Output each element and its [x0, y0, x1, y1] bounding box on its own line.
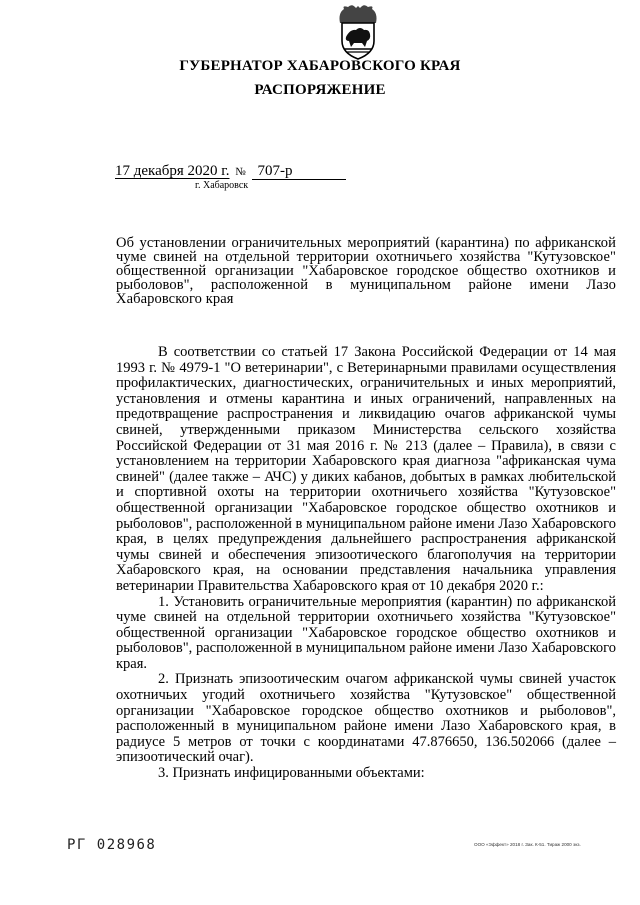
date-number-line [115, 163, 346, 180]
document-number: 707-р [252, 164, 346, 180]
body-paragraph: 3. Признать инфицированными объектами: [158, 765, 425, 782]
number-label: № [235, 166, 246, 178]
document-body [116, 345, 616, 782]
form-serial-number: РГ 028968 [67, 837, 157, 853]
document-place: г. Хабаровск [195, 180, 249, 191]
body-paragraph: В соответствии со статьей 17 Закона Российской Федерации от 14 мая 1993 г. № 4979-1 "О ветеринарии", с Ветеринарными правилами осуществления профилактических, диагностических, ограничительных и иных мероприятий, установления и отмены карантина и иных ограничений, направленных на предотвращение распространения и ликвидацию очагов африканской чумы свиней, утвержденными приказом Министерства сельского хозяйства Российской Федерации от 31 мая 2016 г. № 213 (далее – Правила), в связи с установлением на территории Хабаровского края диагноза "африканская чума свиней" (далее также – АЧС) у диких кабанов, добытых в рамках любительской и спортивной охоты на территории охотничьего хозяйства "Кутузовское" общественной организации "Хабаровское городское общество охотников и рыболовов", расположенной в муниципальном районе имени Лазо Хабаровского края, в целях предупреждения дальнейшего распространения африканской чумы свиней и обеспечения эпизоотического благополучия на территории Хабаровского края, на основании представления начальника управления ветеринарии Правительства Хабаровского края от 10 декабря 2020 г.: [116, 344, 616, 594]
header-subtitle: РАСПОРЯЖЕНИЕ [254, 82, 386, 98]
document-date: 17 декабря 2020 г. [115, 163, 230, 179]
body-paragraph: 1. Установить ограничительные мероприятия (карантин) по африканской чуме свиней на отдельной территории охотничьего хозяйства "Кутузовское" общественной организации "Хабаровское городское общество охотников и рыболовов", расположенной в муниципальном районе имени Лазо Хабаровского края. [116, 593, 616, 672]
document-subject: Об установлении ограничительных мероприятий (карантина) по африканской чуме свиней на отдельной территории охотничьего хозяйства "Кутузовское" общественной организации "Хабаровское городское общество охотников и рыболовов", расположенной в муниципальном районе имени Лазо Хабаровского края [116, 235, 616, 307]
body-paragraph: 2. Признать эпизоотическим очагом африканской чумы свиней участок охотничьих угодий охотничьего хозяйства "Кутузовское" общественной организации "Хабаровское городское общество охотников и рыболовов", расположенный в муниципальном районе имени Лазо Хабаровского края, в радиусе 5 метров от точки с координатами 47.876650, 136.502066 (далее – эпизоотический очаг). [116, 671, 616, 766]
coat-of-arms-emblem [334, 3, 382, 61]
header-title: ГУБЕРНАТОР ХАБАРОВСКОГО КРАЯ [179, 58, 461, 74]
print-info: ООО «Эффект» 2018 г. Зак. К-51. Тираж 2000 экз. [474, 842, 581, 847]
